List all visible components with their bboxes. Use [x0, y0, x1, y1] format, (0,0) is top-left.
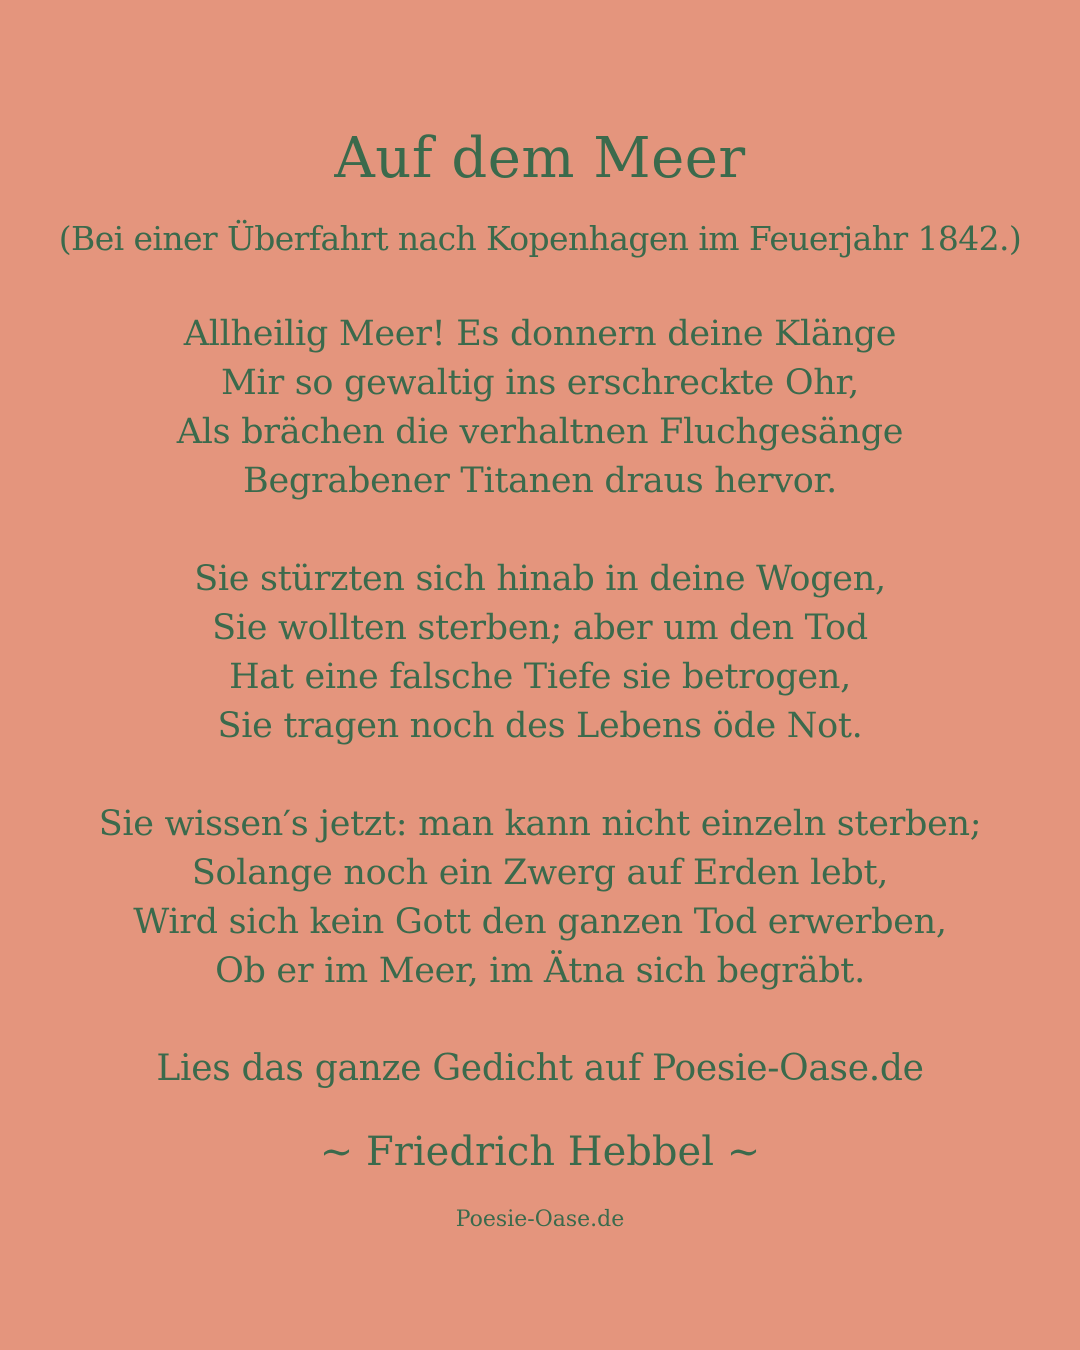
poem-subtitle: (Bei einer Überfahrt nach Kopenhagen im Feuerjahr 1842.) [58, 219, 1022, 258]
stanza-1 [0, 310, 1080, 506]
poem-line: Allheilig Meer! Es donnern deine Klänge [183, 314, 897, 354]
poem-line: Hat eine falsche Tiefe sie betrogen, [229, 657, 851, 697]
poem-title: Auf dem Meer [334, 126, 746, 191]
poem-body [0, 310, 1080, 1045]
poem-line: Sie tragen noch des Lebens öde Not. [217, 706, 863, 746]
poem-line: Begrabener Titanen draus hervor. [243, 461, 837, 501]
poem-line: Als brächen die verhaltnen Fluchgesänge [176, 412, 904, 452]
poem-line: Solange noch ein Zwerg auf Erden lebt, [191, 853, 889, 893]
author-name: ~ Friedrich Hebbel ~ [319, 1129, 761, 1175]
poem-line: Mir so gewaltig ins erschreckte Ohr, [221, 363, 859, 403]
poem-line: Sie wollten sterben; aber um den Tod [212, 608, 868, 648]
poem-line: Ob er im Meer, im Ätna sich begräbt. [215, 951, 865, 991]
poem-line: Sie wissen′s jetzt: man kann nicht einzeln sterben; [98, 804, 982, 844]
poem-line: Sie stürzten sich hinab in deine Wogen, [194, 559, 886, 599]
read-more-text: Lies das ganze Gedicht auf Poesie-Oase.de [156, 1048, 924, 1089]
stanza-3 [0, 800, 1080, 996]
footer-brand: Poesie-Oase.de [455, 1207, 625, 1232]
stanza-2 [0, 555, 1080, 751]
poem-line: Wird sich kein Gott den ganzen Tod erwerben, [133, 902, 947, 942]
